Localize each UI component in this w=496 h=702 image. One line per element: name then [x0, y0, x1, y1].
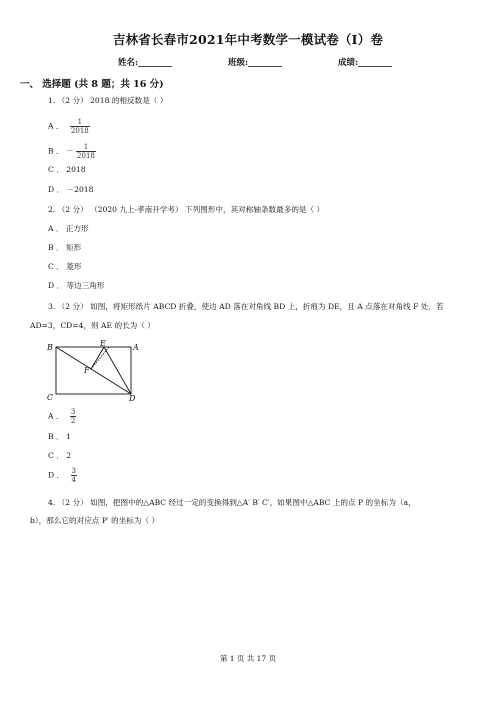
q1-option-b	[48, 143, 96, 160]
page-title: 吉林省长春市2021年中考数学一模试卷（I）卷	[112, 32, 384, 47]
q3-option-a	[48, 408, 76, 425]
q1-option-d	[48, 185, 93, 195]
q3-rectangle-fold-figure	[44, 338, 144, 402]
fraction	[76, 143, 96, 160]
fraction	[70, 118, 90, 135]
section-heading: 一、 选择题 (共 8 题；共 16 分)	[20, 79, 164, 90]
option-label: C ．	[48, 165, 64, 174]
option-text: 矩形	[66, 243, 82, 252]
class-field-label: 班级:________	[228, 58, 283, 68]
option-text: 等边三角形	[66, 281, 105, 290]
option-text: 正方形	[65, 224, 89, 233]
option-label: A ．	[48, 224, 64, 233]
point-label-e: E	[100, 339, 106, 348]
point-label-f: F	[84, 366, 90, 375]
vertex-label-c: C	[47, 393, 54, 402]
question-3-stem-line2: AD=3，CD=4，则 AE 的长为（ ）	[30, 321, 155, 330]
fraction	[70, 408, 76, 425]
vertex-label-b: B	[47, 343, 53, 352]
option-label: A ．	[48, 411, 64, 421]
question-3-stem-line1: 3. （2 分） 如图，将矩形纸片 ABCD 折叠，使边 AD 落在对角线 BD 上，折痕为 DE，且 A 点落在对角线 F 处．若	[48, 302, 444, 311]
q1-option-c	[48, 165, 86, 175]
option-label: B ．	[48, 146, 64, 156]
question-2-stem: 2. （2 分） （2020 九上·孝南开学考） 下列图形中，其对称轴条数最多的是（ ）	[48, 205, 325, 214]
option-label: B ．	[48, 243, 64, 252]
option-label: D ．	[48, 470, 65, 480]
q3-option-d	[48, 467, 77, 484]
fraction-denominator: 2	[70, 417, 76, 425]
option-text: 2	[66, 451, 72, 460]
fraction-numerator: 3	[71, 467, 76, 475]
q3-option-c	[48, 451, 71, 461]
option-text: 菱形	[66, 262, 82, 271]
option-text: 2018	[66, 165, 86, 174]
fraction-denominator: 4	[71, 476, 76, 484]
option-text: －2018	[66, 185, 94, 194]
fraction	[71, 467, 77, 484]
option-label: B ．	[48, 432, 64, 441]
diagonal-bd	[56, 347, 131, 394]
option-label: D ．	[48, 185, 65, 194]
q2-option-c	[48, 262, 81, 272]
vertex-label-d: D	[129, 394, 136, 402]
question-4-stem-line2: b），那么它的对应点 P′ 的坐标为（ ）	[30, 516, 160, 525]
fraction-denominator: 2018	[70, 127, 89, 135]
option-label: D ．	[48, 281, 65, 290]
fraction-denominator: 2018	[77, 152, 95, 160]
page-number-footer: 第 1 页 共 17 页	[219, 654, 277, 663]
q2-option-a	[48, 224, 89, 234]
vertex-label-a: A	[133, 343, 139, 352]
option-label: C ．	[48, 262, 64, 271]
question-1-stem: 1. （2 分） 2018 的相反数是（ ）	[48, 96, 168, 105]
fraction-numerator: 1	[83, 143, 89, 151]
option-label: A ．	[48, 121, 64, 131]
score-field-label: 成绩:________	[338, 58, 393, 68]
name-field-label: 姓名:________	[118, 58, 173, 68]
fraction-numerator: 3	[70, 408, 76, 416]
q2-option-b	[48, 243, 81, 253]
option-label: C ．	[48, 451, 64, 460]
q2-option-d	[48, 281, 105, 291]
fraction-numerator: 1	[77, 118, 83, 126]
question-4-stem-line1: 4. （2 分） 如图，把图中的△ABC 经过一定的变换得到△A′ B′ C′，如果图中△ABC 上的点 P 的坐标为（a，	[48, 498, 416, 507]
q1-option-a	[48, 118, 90, 135]
fold-line-de	[104, 347, 131, 394]
minus-sign: －	[66, 146, 74, 156]
option-text: 1	[66, 432, 71, 441]
segment-ef	[91, 347, 104, 369]
q3-option-b	[48, 432, 71, 442]
